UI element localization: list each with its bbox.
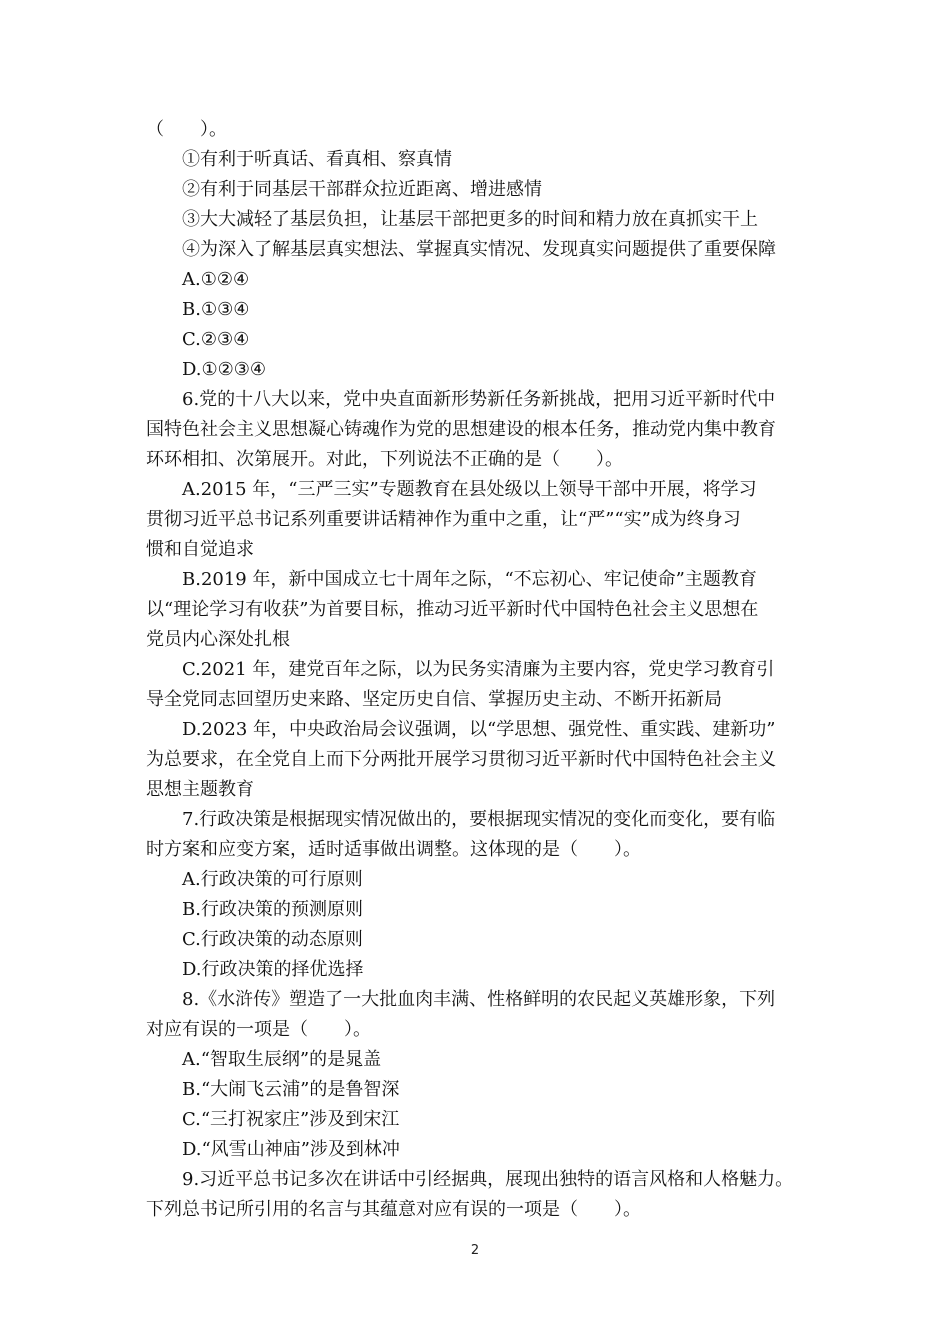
text-line: 惯和自觉追求 [146, 539, 254, 560]
page-number: 2 [470, 1243, 480, 1258]
option-d: D.①②③④ [182, 359, 267, 380]
option-c: C.2021 年，建党百年之际，以为民务实清廉为主要内容，党史学习教育引 [182, 659, 775, 680]
question-9: 9.习近平总书记多次在讲话中引经据典，展现出独特的语言风格和人格魅力。 [182, 1169, 794, 1190]
text-line: 思想主题教育 [146, 779, 254, 800]
text-line: （ ）。 [146, 119, 227, 140]
question-6: 6.党的十八大以来，党中央直面新形势新任务新挑战，把用习近平新时代中 [182, 389, 776, 410]
text-line: 下列总书记所引用的名言与其蕴意对应有误的一项是（ ）。 [146, 1199, 641, 1220]
option-a: A.“智取生辰纲”的是晁盖 [182, 1049, 382, 1070]
statement-2: ②有利于同基层干部群众拉近距离、增进感情 [182, 179, 542, 200]
text-line: 导全党同志回望历史来路、坚定历史自信、掌握历史主动、不断开拓新局 [146, 689, 722, 710]
text-line: 以“理论学习有收获”为首要目标，推动习近平新时代中国特色社会主义思想在 [146, 599, 759, 620]
text-line: 对应有误的一项是（ ）。 [146, 1019, 371, 1040]
option-d: D.“风雪山神庙”涉及到林冲 [182, 1139, 400, 1160]
text-line: 时方案和应变方案，适时适事做出调整。这体现的是（ ）。 [146, 839, 641, 860]
option-b: B.①③④ [182, 299, 250, 320]
text-line: 贯彻习近平总书记系列重要讲话精神作为重中之重，让“严”“实”成为终身习 [146, 509, 741, 530]
option-d: D.2023 年，中央政治局会议强调，以“学思想、强党性、重实践、建新功” [182, 719, 776, 740]
text-line: 为总要求，在全党自上而下分两批开展学习贯彻习近平新时代中国特色社会主义 [146, 749, 776, 770]
question-8: 8.《水浒传》塑造了一大批血肉丰满、性格鲜明的农民起义英雄形象，下列 [182, 989, 776, 1010]
question-7: 7.行政决策是根据现实情况做出的，要根据现实情况的变化而变化，要有临 [182, 809, 776, 830]
option-d: D.行政决策的择优选择 [182, 959, 364, 980]
option-a: A.2015 年，“三严三实”专题教育在县处级以上领导干部中开展，将学习 [182, 479, 757, 500]
option-c: C.②③④ [182, 329, 250, 350]
option-c: C.“三打祝家庄”涉及到宋江 [182, 1109, 400, 1130]
text-line: 环环相扣、次第展开。对此，下列说法不正确的是（ ）。 [146, 449, 623, 470]
option-b: B.行政决策的预测原则 [182, 899, 363, 920]
option-a: A.行政决策的可行原则 [182, 869, 363, 890]
statement-4: ④为深入了解基层真实想法、掌握真实情况、发现真实问题提供了重要保障 [182, 239, 776, 260]
option-b: B.2019 年，新中国成立七十周年之际，“不忘初心、牢记使命”主题教育 [182, 569, 757, 590]
text-line: 党员内心深处扎根 [146, 629, 290, 650]
option-a: A.①②④ [182, 269, 250, 290]
option-b: B.“大闹飞云浦”的是鲁智深 [182, 1079, 400, 1100]
text-line: 国特色社会主义思想凝心铸魂作为党的思想建设的根本任务，推动党内集中教育 [146, 419, 776, 440]
statement-3: ③大大减轻了基层负担，让基层干部把更多的时间和精力放在真抓实干上 [182, 209, 758, 230]
document-body [146, 115, 810, 1225]
option-c: C.行政决策的动态原则 [182, 929, 363, 950]
statement-1: ①有利于听真话、看真相、察真情 [182, 149, 452, 170]
